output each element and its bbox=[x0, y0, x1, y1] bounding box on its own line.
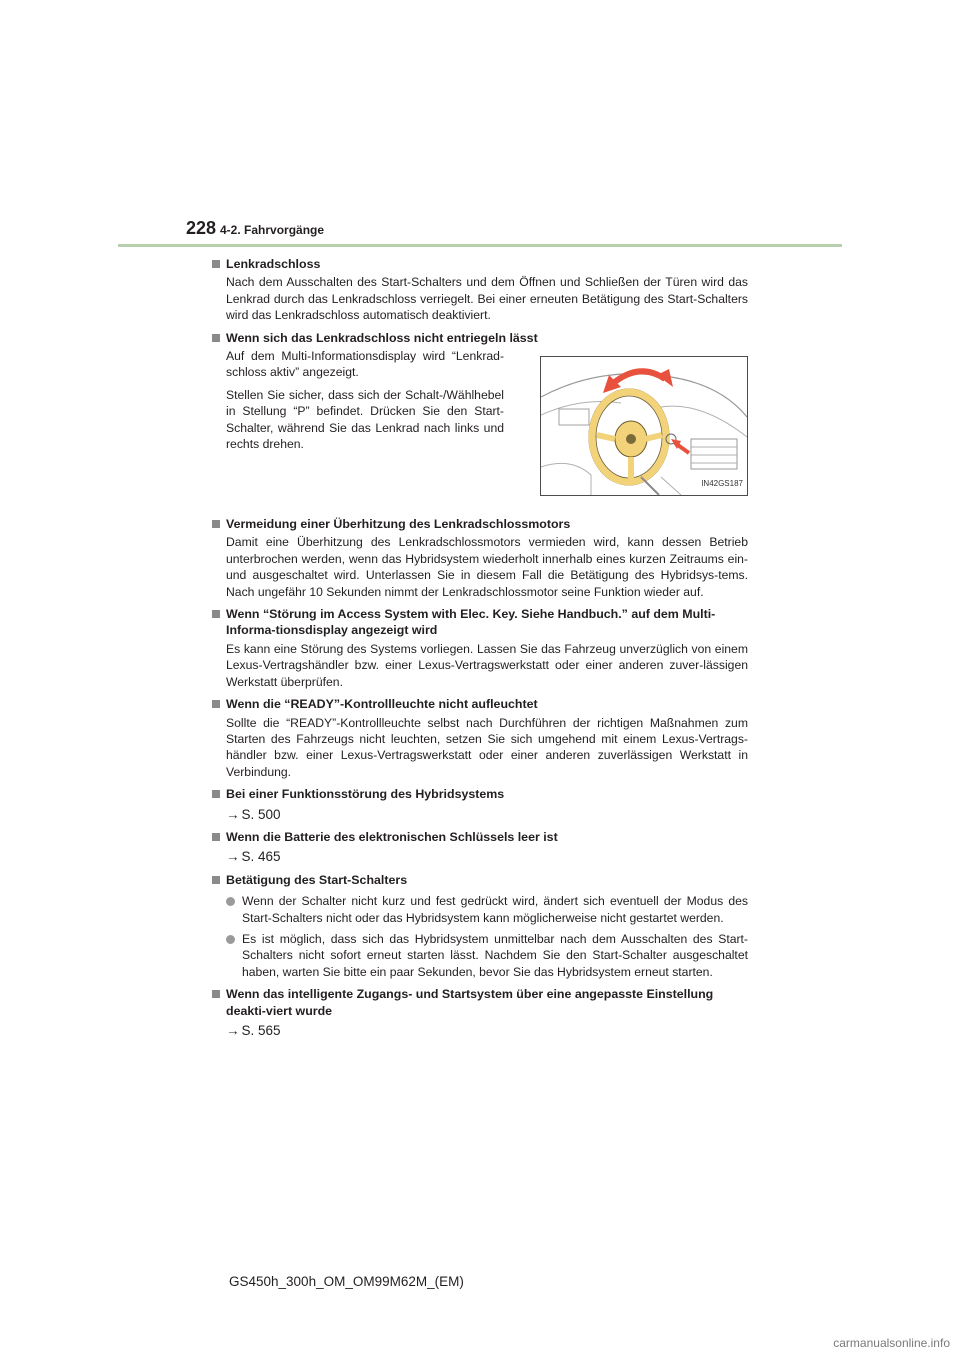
heading-nicht-entriegeln: Wenn sich das Lenkradschloss nicht entriegeln lässt bbox=[212, 330, 748, 346]
circle-bullet-icon bbox=[226, 935, 235, 944]
page-reference[interactable]: → S. 565 bbox=[226, 1023, 281, 1038]
square-bullet-icon bbox=[212, 990, 220, 998]
circle-bullet-icon bbox=[226, 897, 235, 906]
heading-ueberhitzung: Vermeidung einer Überhitzung des Lenkradschlossmotors bbox=[212, 516, 748, 532]
paragraph-display-message: Auf dem Multi-Informationsdisplay wird “Lenkrad-schloss aktiv” angezeigt. bbox=[226, 349, 504, 380]
heading-batterie-leer: Wenn die Batterie des elektronischen Schlüssels leer ist bbox=[212, 829, 748, 845]
heading-angepasste-einstellung: Wenn das intelligente Zugangs- und Startsystem über eine angepasste Einstellung deakti-viert wurde bbox=[212, 986, 748, 1019]
list-item: Wenn der Schalter nicht kurz und fest gedrückt wird, ändert sich eventuell der Modus des Start-Schalters nicht oder das Hybridsystem kann möglicherweise nicht gestartet werden. bbox=[212, 893, 748, 926]
figure-code: IN42GS187 bbox=[701, 478, 743, 488]
figure-text bbox=[212, 348, 504, 496]
heading-stoerung-access: Wenn “Störung im Access System with Elec. Key. Siehe Handbuch.” auf dem Multi-Informa-tionsdisplay angezeigt wird bbox=[212, 606, 748, 639]
heading-lenkradschloss: Lenkradschloss bbox=[212, 256, 748, 272]
header-rule bbox=[118, 244, 842, 247]
arrow-right-icon: → bbox=[226, 1023, 240, 1038]
heading-betaetigung-start: Betätigung des Start-Schalters bbox=[212, 872, 748, 888]
square-bullet-icon bbox=[212, 876, 220, 884]
square-bullet-icon bbox=[212, 334, 220, 342]
steering-wheel-illustration bbox=[541, 357, 747, 495]
heading-funktionsstoerung: Bei einer Funktionsstörung des Hybridsystems bbox=[212, 786, 748, 802]
square-bullet-icon bbox=[212, 260, 220, 268]
paragraph-ueberhitzung: Damit eine Überhitzung des Lenkradschlossmotors vermieden wird, kann dessen Betrieb unterbrochen werden, wenn das Hybridsystem wiederholt innerhalb eines kurzen Zeitraums ein- und ausgeschaltet wird. Unterlassen Sie in diesem Fall die Betätigung des Hybridsys-tems. Nach ungefähr 10 Sekunden nimmt der Lenkradschlossmotor seine Funktion wieder auf. bbox=[226, 535, 748, 599]
heading-ready-lamp: Wenn die “READY”-Kontrollleuchte nicht aufleuchtet bbox=[212, 696, 748, 712]
steering-wheel-figure bbox=[540, 356, 748, 496]
square-bullet-icon bbox=[212, 610, 220, 618]
paragraph-lenkradschloss: Nach dem Ausschalten des Start-Schalters und dem Öffnen und Schließen der Türen wird das Lenkrad durch das Lenkradschloss verriegelt. Bei einer erneuten Betätigung des Start-Schalters wird das Lenkradschloss automatisch deaktiviert. bbox=[226, 275, 748, 323]
square-bullet-icon bbox=[212, 790, 220, 798]
paragraph-instructions: Stellen Sie sicher, dass sich der Schalt-/Wählhebel in Stellung “P” befindet. Drücken Sie den Start-Schalter, während Sie das Lenkrad nach links und rechts drehen. bbox=[226, 387, 504, 452]
section-label: 4-2. Fahrvorgänge bbox=[220, 223, 325, 237]
page-content bbox=[212, 256, 748, 1039]
square-bullet-icon bbox=[212, 700, 220, 708]
document-id: GS450h_300h_OM_OM99M62M_(EM) bbox=[229, 1274, 464, 1289]
list-item: Es ist möglich, dass sich das Hybridsystem unmittelbar nach dem Ausschalten des Start-Schalters nicht sofort erneut starten lässt. Nachdem Sie den Start-Schalter ausgeschaltet haben, warten Sie bitte ein paar Sekunden, bevor Sie das Hybridsystem erneut starten. bbox=[212, 931, 748, 980]
arrow-right-icon: → bbox=[226, 849, 240, 865]
watermark: carmanualsonline.info bbox=[833, 1336, 950, 1350]
arrow-right-icon: → bbox=[226, 806, 240, 822]
page-reference[interactable]: → S. 500 bbox=[226, 806, 281, 822]
paragraph-ready-lamp: Sollte die “READY”-Kontrollleuchte selbst nach Durchführen der richtigen Maßnahmen zum Starten des Fahrzeugs nicht leuchten, setzen Sie sich umgehend mit einem Lexus-Vertrags-händler bzw. einer Lexus-Vertragswerkstatt oder einer anderen zuverlässigen Werkstatt in Verbindung. bbox=[226, 715, 748, 779]
paragraph-stoerung-access: Es kann eine Störung des Systems vorliegen. Lassen Sie das Fahrzeug unverzüglich von einem Lexus-Vertragshändler bzw. einer Lexus-Vertragswerkstatt oder einer anderen zuver-lässigen Werkstatt überprüfen. bbox=[226, 641, 748, 689]
page-number: 228 bbox=[186, 218, 217, 238]
page-reference[interactable]: → S. 465 bbox=[226, 849, 281, 865]
figure-row bbox=[212, 348, 748, 496]
square-bullet-icon bbox=[212, 833, 220, 841]
square-bullet-icon bbox=[212, 520, 220, 528]
